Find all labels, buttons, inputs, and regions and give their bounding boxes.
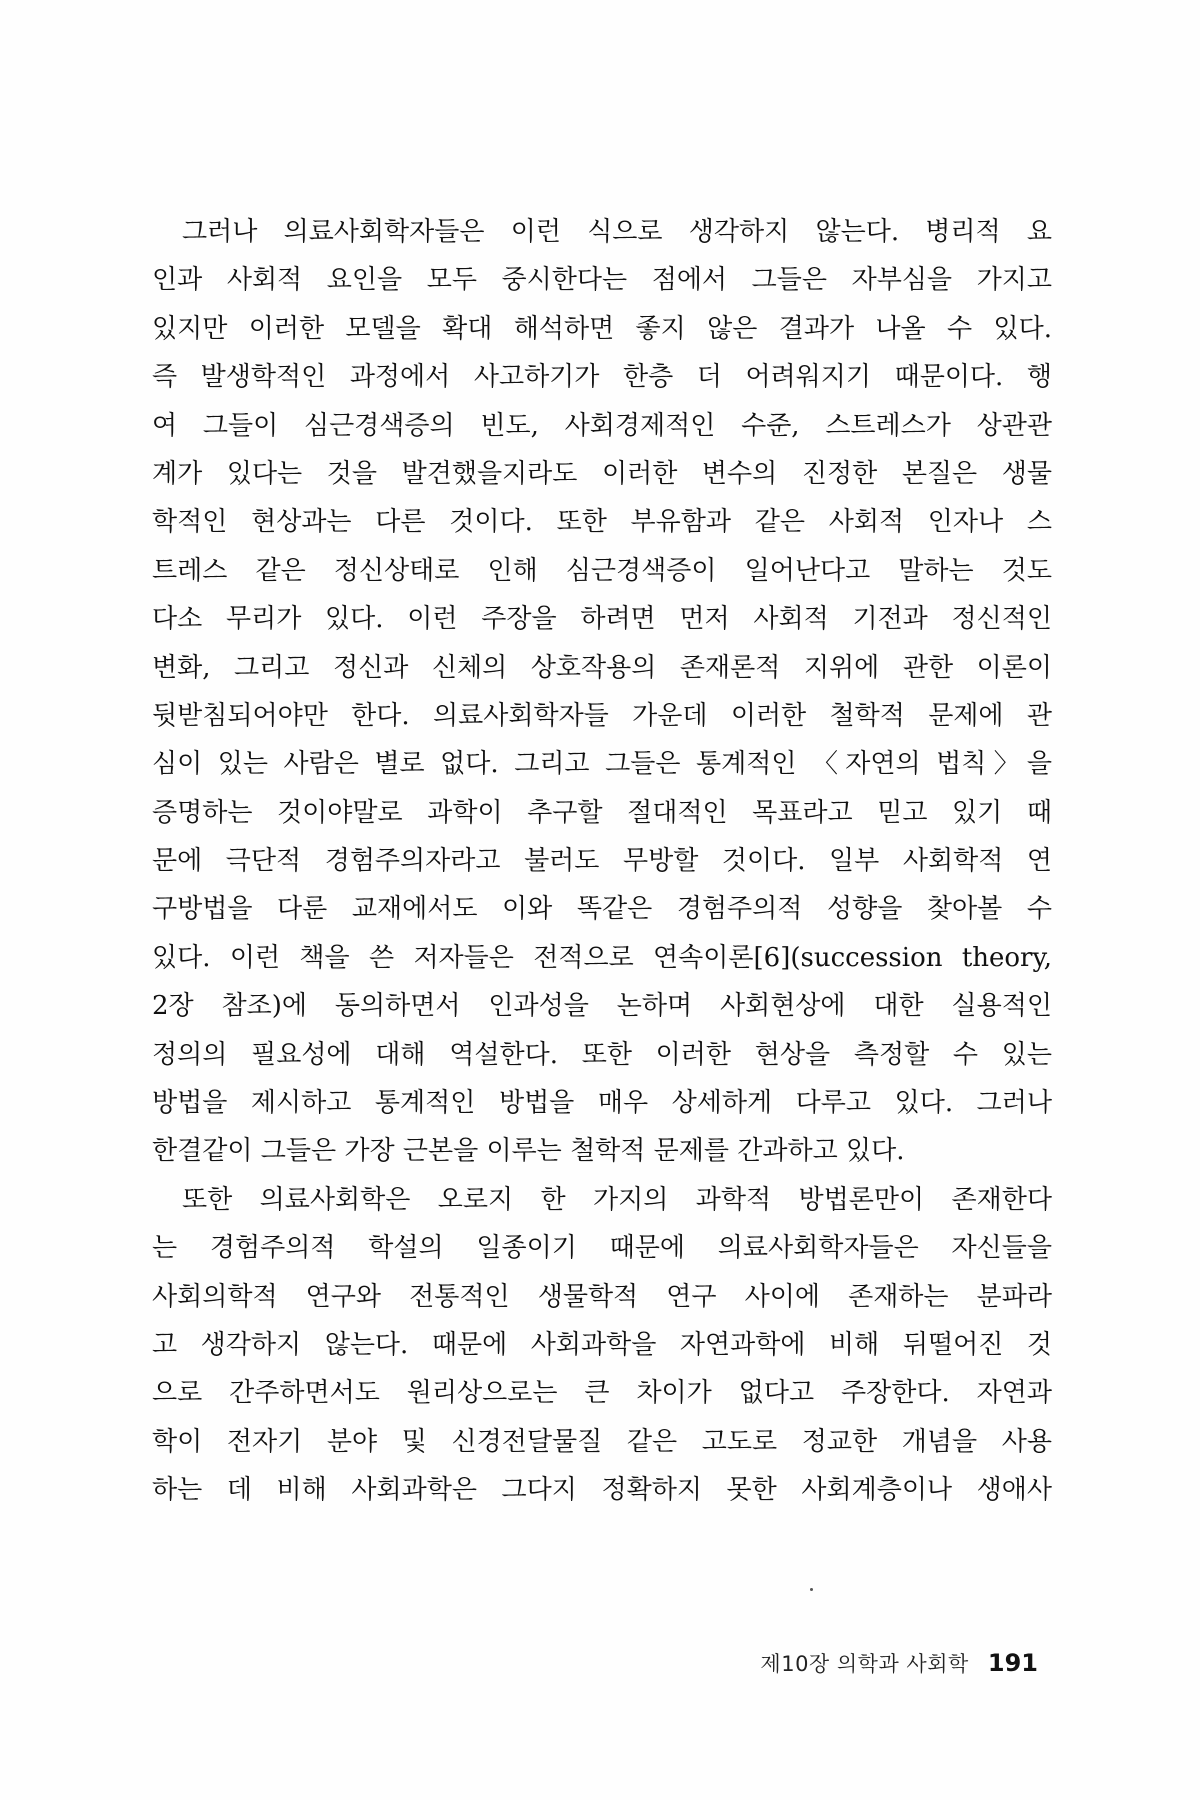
text-line: 있지만 이러한 모델을 확대 해석하면 좋지 않은 결과가 나올 수 있다. xyxy=(152,313,1052,344)
text-line: 하는 데 비해 사회과학은 그다지 정확하지 못한 사회계층이나 생애사 xyxy=(152,1475,1052,1506)
text-line: 변화, 그리고 정신과 신체의 상호작용의 존재론적 지위에 관한 이론이 xyxy=(152,652,1052,683)
body-text xyxy=(152,208,1052,1515)
text-line: 뒷받침되어야만 한다. 의료사회학자들 가운데 이러한 철학적 문제에 관 xyxy=(152,700,1052,731)
page-footer xyxy=(760,1643,1038,1683)
text-line: 여 그들이 심근경색증의 빈도, 사회경제적인 수준, 스트레스가 상관관 xyxy=(152,410,1052,441)
scan-speck xyxy=(810,1588,813,1591)
text-line: 증명하는 것이야말로 과학이 추구할 절대적인 목표라고 믿고 있기 때 xyxy=(152,797,1052,828)
text-line: 문에 극단적 경험주의자라고 불러도 무방할 것이다. 일부 사회학적 연 xyxy=(152,846,1052,877)
text-line: 그러나 의료사회학자들은 이런 식으로 생각하지 않는다. 병리적 요 xyxy=(182,217,1053,247)
text-line: 즉 발생학적인 과정에서 사고하기가 한층 더 어려워지기 때문이다. 행 xyxy=(152,362,1052,393)
text-line: 트레스 같은 정신상태로 인해 심근경색증이 일어난다고 말하는 것도 xyxy=(152,555,1052,586)
text-line: 한결같이 그들은 가장 근본을 이루는 철학적 문제를 간과하고 있다. xyxy=(152,1136,905,1167)
text-line: 정의의 필요성에 대해 역설한다. 또한 이러한 현상을 측정할 수 있는 xyxy=(152,1039,1052,1070)
text-line: 방법을 제시하고 통계적인 방법을 매우 상세하게 다루고 있다. 그러나 xyxy=(152,1088,1052,1119)
text-line: 학적인 현상과는 다른 것이다. 또한 부유함과 같은 사회적 인자나 스 xyxy=(152,507,1052,538)
text-line: 사회의학적 연구와 전통적인 생물학적 연구 사이에 존재하는 분파라 xyxy=(152,1281,1052,1312)
paragraph-2 xyxy=(152,1176,1052,1515)
page-number: 191 xyxy=(987,1649,1038,1677)
text-line: 고 생각하지 않는다. 때문에 사회과학을 자연과학에 비해 뒤떨어진 것 xyxy=(152,1329,1052,1360)
text-line: 2장 참조)에 동의하면서 인과성을 논하며 사회현상에 대한 실용적인 xyxy=(152,991,1052,1022)
text-line: 학이 전자기 분야 및 신경전달물질 같은 고도로 정교한 개념을 사용 xyxy=(152,1426,1052,1457)
text-line: 있다. 이런 책을 쓴 저자들은 전적으로 연속이론[6](succession theory, xyxy=(152,942,1052,973)
text-line: 다소 무리가 있다. 이런 주장을 하려면 먼저 사회적 기전과 정신적인 xyxy=(152,604,1052,635)
text-line: 으로 간주하면서도 원리상으로는 큰 차이가 없다고 주장한다. 자연과 xyxy=(152,1378,1052,1409)
text-line: 구방법을 다룬 교재에서도 이와 똑같은 경험주의적 성향을 찾아볼 수 xyxy=(152,894,1052,925)
text-line: 는 경험주의적 학설의 일종이기 때문에 의료사회학자들은 자신들을 xyxy=(152,1233,1052,1264)
running-head: 제10장 의학과 사회학 xyxy=(760,1652,969,1676)
text-line: 또한 의료사회학은 오로지 한 가지의 과학적 방법론만이 존재한다 xyxy=(182,1184,1052,1215)
paragraph-1 xyxy=(152,208,1052,1176)
text-line: 인과 사회적 요인을 모두 중시한다는 점에서 그들은 자부심을 가지고 xyxy=(152,265,1052,296)
text-line: 계가 있다는 것을 발견했을지라도 이러한 변수의 진정한 본질은 생물 xyxy=(152,458,1052,489)
text-line: 심이 있는 사람은 별로 없다. 그리고 그들은 통계적인 〈자연의 법칙〉을 xyxy=(152,749,1052,780)
